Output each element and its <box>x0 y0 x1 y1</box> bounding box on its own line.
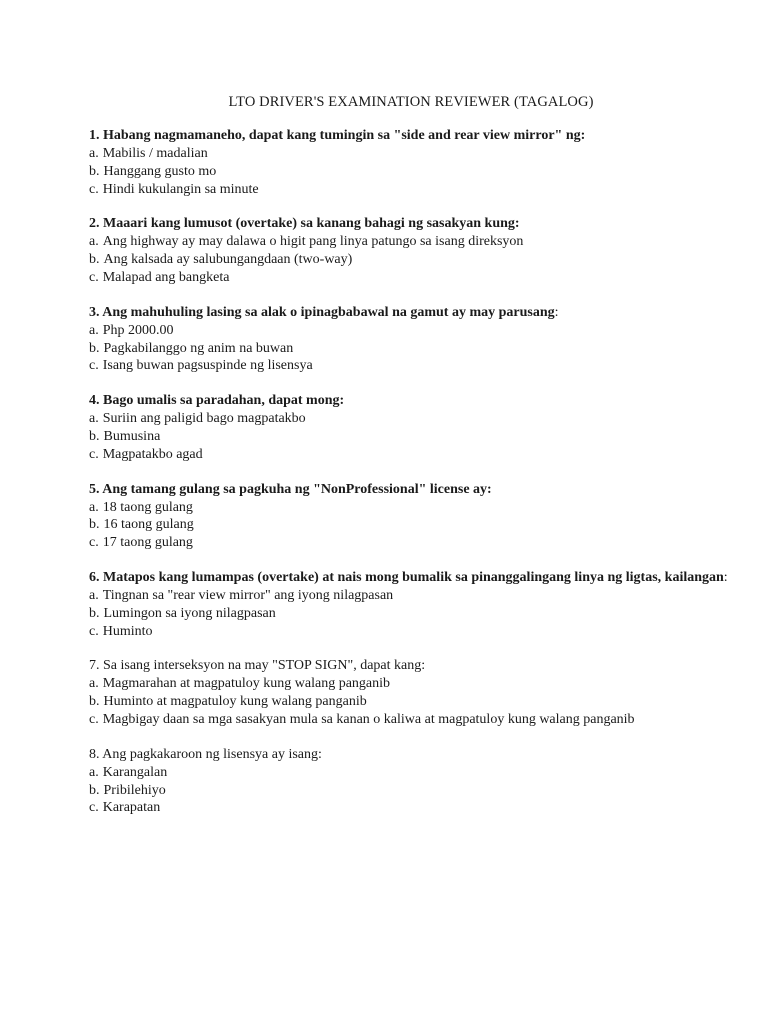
option-text: Bumusina <box>103 428 161 444</box>
question-text <box>89 746 739 764</box>
option-text: Ang kalsada ay salubungangdaan (two-way) <box>103 252 353 268</box>
option-text: 17 taong gulang <box>102 535 193 551</box>
option-text: Huminto <box>102 623 153 639</box>
question-body: Habang nagmamaneho, dapat kang tumingin sa "side and rear view mirror" ng: <box>103 128 586 143</box>
option-a <box>89 675 739 693</box>
question-4 <box>89 392 739 463</box>
question-number: 1. <box>89 128 100 143</box>
question-text <box>89 127 739 145</box>
option-text: Php 2000.00 <box>102 322 174 338</box>
question-body: Matapos kang lumampas (overtake) at nais mong bumalik sa pinanggalingang linya ng ligtas, kailangan <box>103 569 724 585</box>
option-text: Karangalan <box>102 764 168 780</box>
question-number: 3. <box>89 304 100 320</box>
option-text: Magbigay daan sa mga sasakyan mula sa kanan o kaliwa at magpatuloy kung walang panganib <box>102 711 635 727</box>
option-b <box>89 516 739 534</box>
option-a <box>89 499 739 517</box>
option-letter: a. <box>89 587 99 603</box>
question-6 <box>89 569 739 640</box>
option-letter: c. <box>89 800 99 816</box>
question-text <box>89 215 739 233</box>
option-text: Huminto at magpatuloy kung walang panganib <box>103 694 367 710</box>
question-7 <box>89 657 739 728</box>
option-b <box>89 340 739 358</box>
option-letter: b. <box>89 782 100 798</box>
option-letter: c. <box>89 181 99 197</box>
option-text: Magmarahan at magpatuloy kung walang panganib <box>102 676 391 692</box>
option-text: Hanggang gusto mo <box>103 163 217 179</box>
option-letter: b. <box>89 428 100 444</box>
option-c <box>89 534 739 552</box>
question-5 <box>89 481 739 552</box>
option-b <box>89 605 739 623</box>
option-text: Hindi kukulangin sa minute <box>102 181 259 197</box>
option-b <box>89 163 739 181</box>
option-letter: a. <box>89 764 99 780</box>
question-body: Ang mahuhuling lasing sa alak o ipinagbabawal na gamut ay may parusang <box>102 304 555 320</box>
question-body: Sa isang interseksyon na may "STOP SIGN", dapat kang: <box>103 658 426 674</box>
question-body: Ang pagkakaroon ng lisensya ay isang: <box>102 746 322 762</box>
question-number: 7. <box>89 658 100 674</box>
option-letter: a. <box>89 146 99 161</box>
option-letter: c. <box>89 711 99 727</box>
question-number: 8. <box>89 746 100 762</box>
option-text: Magpatakbo agad <box>102 446 203 462</box>
option-letter: c. <box>89 535 99 551</box>
question-body: Maaari kang lumusot (overtake) sa kanang bahagi ng sasakyan kung: <box>103 216 520 232</box>
option-letter: c. <box>89 269 99 285</box>
option-a <box>89 145 739 163</box>
option-letter: b. <box>89 517 100 533</box>
option-text: Pagkabilanggo ng anim na buwan <box>103 340 294 356</box>
option-text: Isang buwan pagsuspinde ng lisensya <box>102 358 313 374</box>
question-number: 6. <box>89 569 100 585</box>
option-c <box>89 357 739 375</box>
option-text: Pribilehiyo <box>103 782 166 798</box>
option-letter: b. <box>89 694 100 710</box>
question-tail: : <box>723 569 728 585</box>
question-2 <box>89 215 739 286</box>
option-text: 16 taong gulang <box>103 517 194 533</box>
question-text <box>89 392 739 410</box>
option-letter: b. <box>89 252 100 268</box>
option-a <box>89 587 739 605</box>
option-c <box>89 711 739 729</box>
question-number: 2. <box>89 216 100 232</box>
question-number: 4. <box>89 393 100 409</box>
option-a <box>89 410 739 428</box>
question-body: Bago umalis sa paradahan, dapat mong: <box>103 393 345 409</box>
option-letter: c. <box>89 623 99 639</box>
option-text: Ang highway ay may dalawa o higit pang linya patungo sa isang direksyon <box>102 234 524 250</box>
option-c <box>89 181 739 199</box>
option-text: Suriin ang paligid bago magpatakbo <box>102 411 306 427</box>
option-letter: a. <box>89 411 99 427</box>
document-page <box>89 93 739 817</box>
option-b <box>89 251 739 269</box>
option-c <box>89 799 739 817</box>
question-text <box>89 304 739 322</box>
question-3 <box>89 304 739 375</box>
option-b <box>89 782 739 800</box>
option-text: Mabilis / madalian <box>102 146 208 161</box>
question-8 <box>89 746 739 817</box>
option-c <box>89 269 739 287</box>
question-text <box>89 481 739 499</box>
option-letter: a. <box>89 499 99 515</box>
option-letter: a. <box>89 322 99 338</box>
option-a <box>89 322 739 340</box>
option-text: Karapatan <box>102 800 161 816</box>
option-letter: b. <box>89 605 100 621</box>
option-text: Lumingon sa iyong nilagpasan <box>103 605 276 621</box>
question-number: 5. <box>89 481 100 497</box>
question-body: Ang tamang gulang sa pagkuha ng "NonProfessional" license ay: <box>102 481 492 497</box>
option-letter: a. <box>89 676 99 692</box>
option-b <box>89 693 739 711</box>
option-c <box>89 446 739 464</box>
option-b <box>89 428 739 446</box>
option-text: Malapad ang bangketa <box>102 269 230 285</box>
question-tail: : <box>554 304 559 320</box>
question-text <box>89 569 739 587</box>
option-text: Tingnan sa "rear view mirror" ang iyong nilagpasan <box>102 587 394 603</box>
option-a <box>89 233 739 251</box>
option-text: 18 taong gulang <box>102 499 193 515</box>
option-letter: b. <box>89 340 100 356</box>
option-letter: a. <box>89 234 99 250</box>
document-title: LTO DRIVER'S EXAMINATION REVIEWER (TAGALOG) <box>228 94 594 110</box>
option-c <box>89 623 739 641</box>
option-a <box>89 764 739 782</box>
option-letter: c. <box>89 358 99 374</box>
option-letter: b. <box>89 163 100 179</box>
question-text <box>89 657 739 675</box>
option-letter: c. <box>89 446 99 462</box>
question-1 <box>89 127 739 198</box>
